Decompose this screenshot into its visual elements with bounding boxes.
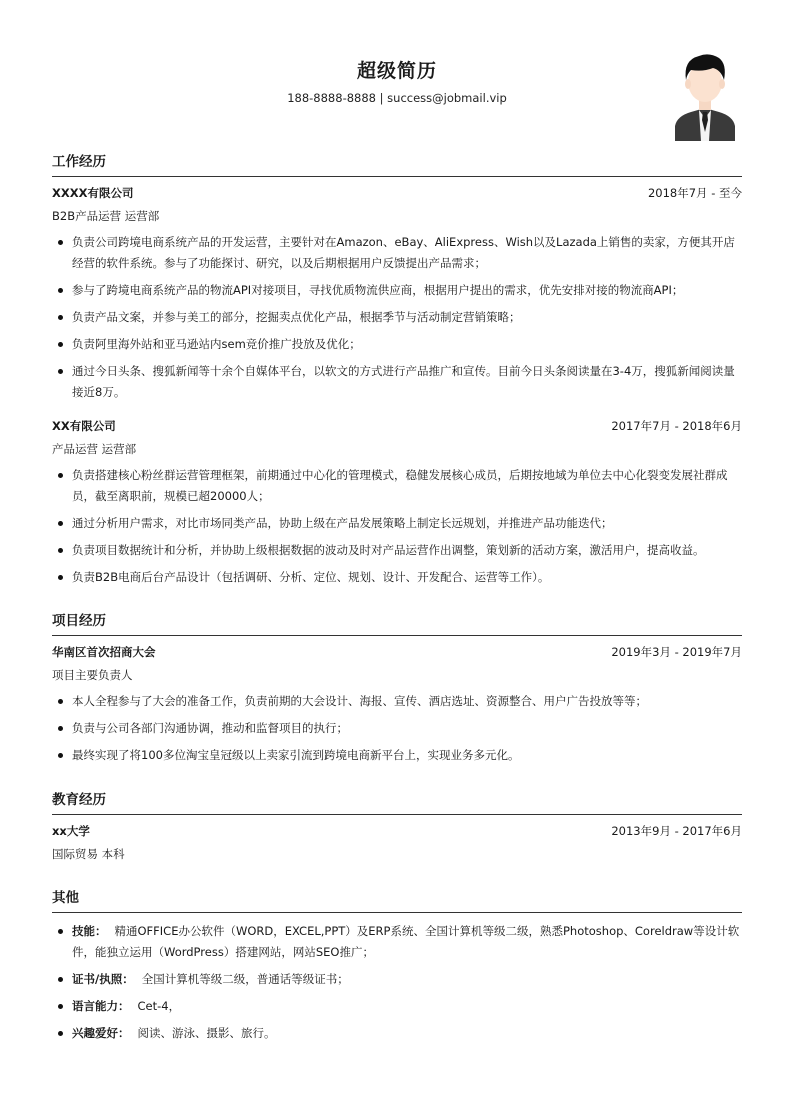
- item-label: 技能：: [72, 924, 107, 938]
- list-item: 负责产品文案，并参与美工的部分，挖掘卖点优化产品，根据季节与活动制定营销策略；: [52, 307, 742, 328]
- section-education: [52, 790, 742, 865]
- item-text: 精通OFFICE办公软件（WORD，EXCEL,PPT）及ERP系统、全国计算机等级二级，熟悉Photoshop、Coreldraw等设计软件，能独立运用（WordPress）搭建网站，网站SEO推广；: [72, 924, 740, 959]
- project-entry: [52, 640, 742, 766]
- list-item: 负责与公司各部门沟通协调，推动和监督项目的执行；: [52, 718, 742, 739]
- list-item-certificates: [52, 969, 742, 990]
- date-range: 2019年3月 - 2019年7月: [611, 645, 742, 659]
- list-item: 负责项目数据统计和分析，并协助上级根据数据的波动及时对产品运营作出调整，策划新的活动方案，激活用户，提高收益。: [52, 540, 742, 561]
- list-item: 负责阿里海外站和亚马逊站内sem竞价推广投放及优化；: [52, 334, 742, 355]
- page-title: 超级简历: [356, 60, 437, 82]
- item-text: Cet-4，: [137, 999, 181, 1013]
- role-department: B2B产品运营 运营部: [52, 209, 160, 223]
- section-other: [52, 888, 742, 1050]
- item-label: 证书/执照：: [72, 972, 134, 986]
- list-item: 负责B2B电商后台产品设计（包括调研、分析、定位、规划、设计、开发配合、运营等工作）。: [52, 567, 742, 588]
- date-range: 2013年9月 - 2017年6月: [611, 824, 742, 838]
- resume-header: [52, 54, 742, 144]
- list-item: 通过分析用户需求，对比市场同类产品，协助上级在产品发展策略上制定长远规划，并推进产品功能迭代；: [52, 513, 742, 534]
- list-item: 最终实现了将100多位淘宝皇冠级以上卖家引流到跨境电商新平台上，实现业务多元化。: [52, 745, 742, 766]
- item-label: 语言能力：: [72, 999, 130, 1013]
- project-name: 华南区首次招商大会: [52, 645, 156, 659]
- role-department: 产品运营 运营部: [52, 442, 137, 456]
- item-label: 兴趣爱好：: [72, 1026, 130, 1040]
- contact-info: 188-8888-8888 | success@jobmail.vip: [287, 91, 507, 105]
- list-item: 参与了跨境电商系统产品的物流API对接项目，寻找优质物流供应商，根据用户提出的需求，优先安排对接的物流商API；: [52, 280, 742, 301]
- other-list: [52, 921, 742, 1044]
- date-range: 2017年7月 - 2018年6月: [611, 419, 742, 433]
- bullet-list: [52, 232, 742, 403]
- section-title-other: 其他: [52, 888, 742, 913]
- list-item-skills: [52, 921, 742, 963]
- avatar: [669, 46, 741, 141]
- bullet-list: [52, 465, 742, 588]
- section-title-education: 教育经历: [52, 790, 742, 815]
- bullet-list: [52, 691, 742, 766]
- list-item: 通过今日头条、搜狐新闻等十余个自媒体平台，以软文的方式进行产品推广和宣传。目前今日头条阅读量在3-4万，搜狐新闻阅读量接近8万。: [52, 361, 742, 403]
- section-projects: [52, 611, 742, 772]
- section-title-work: 工作经历: [52, 152, 742, 177]
- school-name: xx大学: [52, 824, 90, 838]
- list-item-hobbies: [52, 1023, 742, 1044]
- section-work: [52, 152, 742, 409]
- list-item-languages: [52, 996, 742, 1017]
- work-entry-2: [52, 414, 742, 594]
- item-text: 全国计算机等级二级，普通话等级证书；: [141, 972, 349, 986]
- major-degree: 国际贸易 本科: [52, 847, 125, 861]
- list-item: 本人全程参与了大会的准备工作，负责前期的大会设计、海报、宣传、酒店选址、资源整合、用户广告投放等等；: [52, 691, 742, 712]
- education-entry: [52, 819, 742, 865]
- list-item: 负责公司跨境电商系统产品的开发运营，主要针对在Amazon、eBay、AliExpress、Wish以及Lazada上销售的卖家，方便其开店经营的软件系统。参与了功能探讨、研究，以及后期根据用户反馈提出产品需求；: [52, 232, 742, 274]
- work-entry-1: [52, 181, 742, 403]
- company-name: XXXX有限公司: [52, 186, 134, 200]
- project-role: 项目主要负责人: [52, 668, 133, 682]
- list-item: 负责搭建核心粉丝群运营管理框架，前期通过中心化的管理模式，稳健发展核心成员，后期按地域为单位去中心化裂变发展社群成员，截至离职前，规模已超20000人；: [52, 465, 742, 507]
- item-text: 阅读、游泳、摄影、旅行。: [137, 1026, 276, 1040]
- section-title-projects: 项目经历: [52, 611, 742, 636]
- date-range: 2018年7月 - 至今: [647, 186, 742, 200]
- company-name: XX有限公司: [52, 419, 116, 433]
